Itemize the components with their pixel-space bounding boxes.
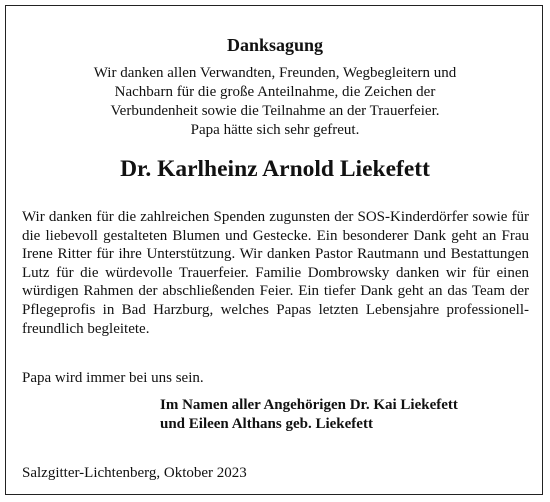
intro-line: Papa hätte sich sehr gefreut. — [190, 122, 360, 138]
signature-line: und Eileen Althans geb. Liekefett — [160, 416, 373, 432]
closing-line: Papa wird immer bei uns sein. — [22, 370, 204, 386]
signature-line: Im Namen aller Angehörigen Dr. Kai Liekefett — [160, 397, 458, 413]
deceased-name: Dr. Karlheinz Arnold Liekefett — [120, 156, 430, 182]
intro-line: Verbundenheit sowie die Teilnahme an der Trauerfeier. — [110, 103, 440, 119]
intro-line: Wir danken allen Verwandten, Freunden, Wegbegleitern und — [93, 65, 457, 81]
thanks-paragraph: Wir danken für die zahlreichen Spenden zugunsten der SOS-Kinderdörfer sowie für die liebevoll gestalteten Blumen und Gestecke. Ein besonderer Dank geht an Frau Irene Ritter für ihre Unterstützung. Wir danken Pastor Rautmann und Bestattungen Lutz für die würdevolle Trauerfeier. Familie Dombrowsky danken wir für einen würdigen Rahmen der abschließenden Feier. Ein tiefer Dank geht an das Team der Pflegeprofis in Bad Harzburg, welches Papas letzten Lebensjahre professionell-freundlich begleitete. — [22, 209, 529, 337]
place-and-date: Salzgitter-Lichtenberg, Oktober 2023 — [22, 465, 247, 481]
intro-text — [40, 64, 510, 140]
notice-heading: Danksagung — [226, 35, 324, 55]
signature-block — [160, 396, 530, 434]
intro-line: Nachbarn für die große Anteilnahme, die Zeichen der — [114, 84, 436, 100]
